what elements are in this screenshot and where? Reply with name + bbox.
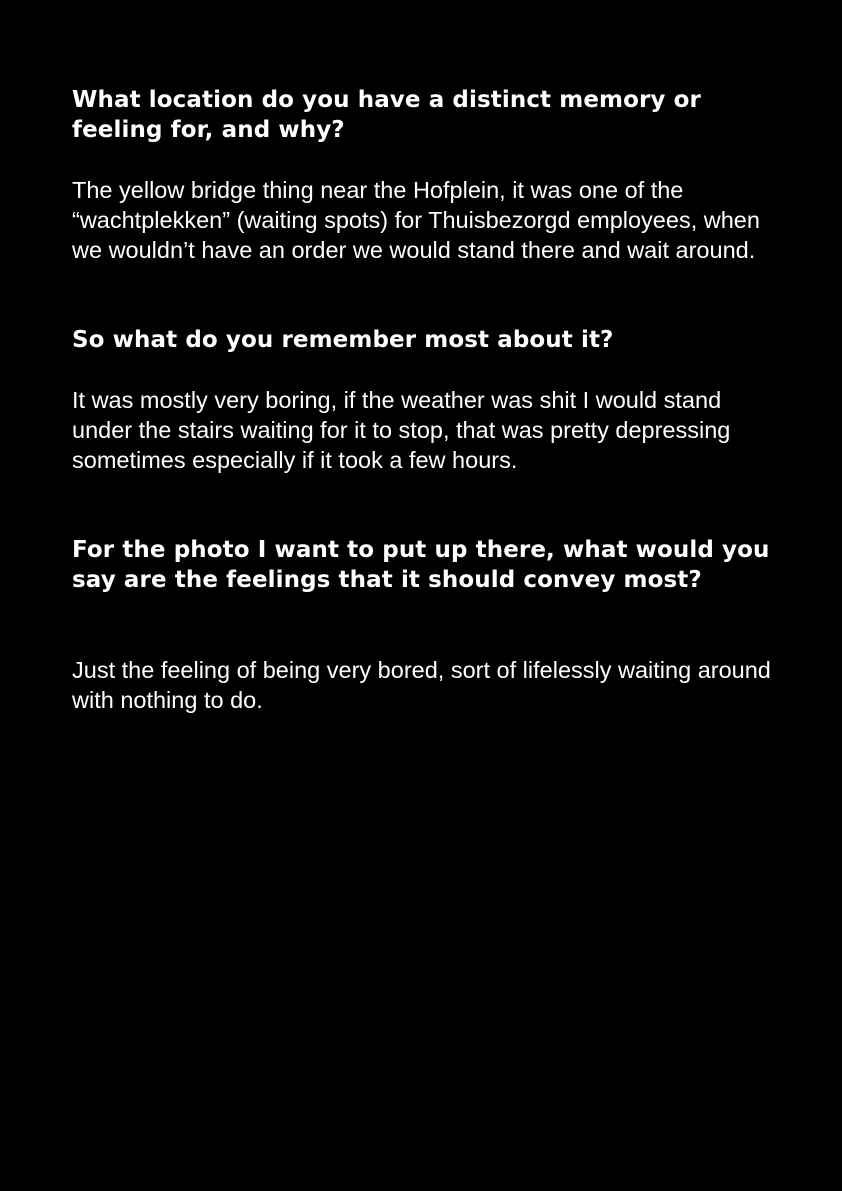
answer-2: It was mostly very boring, if the weather was shit I would stand under the stairs waiting for it to stop, that was pretty depressing sometimes especially if it took a few hours.: [72, 387, 731, 473]
question-2: So what do you remember most about it?: [72, 327, 614, 353]
question-1: What location do you have a distinct memory or feeling for, and why?: [72, 87, 701, 143]
answer-3: Just the feeling of being very bored, sort of lifelessly waiting around with nothing to do.: [72, 657, 771, 713]
answer-1: The yellow bridge thing near the Hofplein, it was one of the “wachtplekken” (waiting spots) for Thuisbezorgd employees, when we wouldn’t have an order we would stand there and wait around.: [72, 177, 760, 263]
question-3: For the photo I want to put up there, what would you say are the feelings that it should convey most?: [72, 537, 770, 593]
